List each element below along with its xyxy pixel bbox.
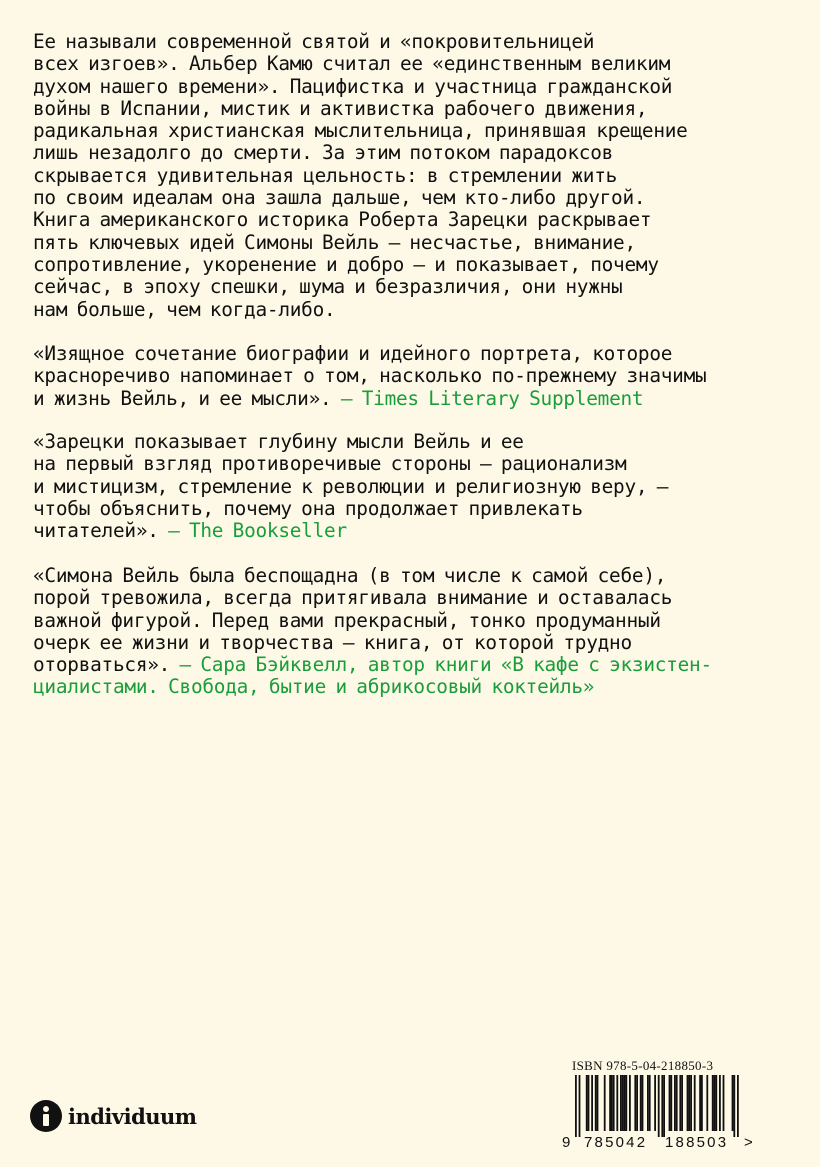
quote-attribution: — Сара Бэйквелл, автор книги «В кафе с экзистен- циалистами. Свобода, бытие и абрикосовый коктейль» xyxy=(33,653,712,699)
barcode-bar xyxy=(654,1075,656,1131)
isbn-barcode xyxy=(562,1058,762,1151)
barcode-bar xyxy=(714,1075,716,1131)
barcode-bar xyxy=(669,1075,671,1131)
barcode-digits-right: 188503 xyxy=(665,1134,729,1151)
barcode-bar xyxy=(690,1075,692,1131)
barcode-bar xyxy=(737,1075,739,1137)
annotation-blurb: Ее называли современной святой и «покровительницей всех изгоев». Альбер Камю считал ее «единственным великим духом нашего времени». Пацифистка и участница гражданской войны в Испании, мистик и активистка рабочего движения, радикальная христианская мыслительница, принявшая крещение лишь незадолго до смерти. За этим потоком парадоксов скрывается удивительная цельность: в стремлении жить по своим идеалам она зашла дальше, чем кто-либо другой. Книга американского историка Роберта Зарецки раскрывает пять ключевых идей Симоны Вейль — несчастье, внимание, сопротивление, укоренение и добро — и показывает, почему сейчас, в эпоху спешки, шума и безразличия, они нужны нам больше, чем когда-либо. xyxy=(33,30,688,321)
barcode-bar xyxy=(647,1075,649,1131)
barcode-bar xyxy=(733,1075,735,1137)
barcode-digit-first: 9 xyxy=(562,1134,571,1151)
barcode-bar xyxy=(681,1075,683,1131)
isbn-label: ISBN 978-5-04-218850-3 xyxy=(572,1058,714,1073)
publisher-logo xyxy=(30,1100,197,1132)
barcode-digits-left: 785042 xyxy=(584,1134,648,1151)
barcode-bar xyxy=(625,1075,627,1131)
barcode-bar xyxy=(595,1075,597,1131)
barcode-bar xyxy=(620,1075,622,1131)
barcode-bar xyxy=(642,1075,644,1131)
barcode-bar xyxy=(715,1075,717,1131)
quote-text: «Симона Вейль была беспощадна (в том числе к самой себе), порой тревожила, всегда притягивала внимание и оставалась важной фигурой. Перед вами прекрасный, тонко продуманный очерк ее жизни и творчества — книга, от которой трудно оторваться». xyxy=(33,564,673,677)
barcode-bar xyxy=(609,1075,611,1131)
barcode-bar xyxy=(636,1075,638,1131)
barcode-bar xyxy=(687,1075,689,1131)
barcode-bar xyxy=(604,1075,606,1131)
barcode-bar xyxy=(613,1075,615,1131)
barcode-bar xyxy=(706,1075,708,1131)
barcode-bar xyxy=(640,1075,642,1131)
publisher-name: individuum xyxy=(68,1103,197,1129)
barcode-bar xyxy=(575,1075,577,1137)
barcode-bar xyxy=(634,1075,636,1131)
barcode-bar xyxy=(679,1075,681,1131)
barcode-quiet-mark: > xyxy=(744,1134,753,1151)
barcode-bar xyxy=(658,1075,660,1137)
barcode-bar xyxy=(699,1075,701,1131)
barcode-bar xyxy=(597,1075,599,1131)
review-quote-tls xyxy=(33,343,803,410)
quote-attribution: — Times Literary Supplement xyxy=(340,386,644,410)
barcode-bar xyxy=(616,1075,618,1131)
barcode-bar xyxy=(611,1075,613,1131)
review-quote-bookseller xyxy=(33,431,803,542)
barcode-bar xyxy=(622,1075,624,1131)
review-quote-bakewell xyxy=(33,565,803,699)
barcode-bar xyxy=(701,1075,703,1131)
barcode-bar xyxy=(661,1075,663,1137)
barcode-bar xyxy=(723,1075,725,1131)
barcode-bar xyxy=(629,1075,631,1131)
barcode-bar xyxy=(670,1075,672,1131)
barcode-bar xyxy=(674,1075,676,1131)
barcode-bar xyxy=(688,1075,690,1131)
barcode-bar xyxy=(624,1075,626,1131)
quote-text: «Изящное сочетание биографии и идейного портрета, которое красноречиво напоминает о том, насколько по-прежнему значимы и жизнь Вейль, и ее мысли». xyxy=(33,342,707,410)
barcode-bar xyxy=(586,1075,588,1131)
barcode-bar xyxy=(649,1075,651,1131)
quote-text: «Зарецки показывает глубину мысли Вейль и ее на первый взгляд противоречивые стороны — рационализм и мистицизм, стремление к революции и религиозную веру, — чтобы объяснить, почему она продолжает привлекать читателей». xyxy=(33,430,669,543)
barcode-bar xyxy=(694,1075,696,1131)
barcode-bars xyxy=(572,1075,754,1137)
barcode-bar xyxy=(579,1075,581,1137)
barcode-bar xyxy=(712,1075,714,1131)
barcode-bar xyxy=(676,1075,678,1131)
barcode-bar xyxy=(591,1075,593,1131)
quote-attribution: — The Bookseller xyxy=(168,519,347,543)
barcode-bar xyxy=(719,1075,721,1131)
info-i-icon xyxy=(30,1100,62,1132)
barcode-bar xyxy=(732,1075,734,1131)
barcode-bar xyxy=(588,1075,590,1131)
barcode-bar xyxy=(663,1075,665,1137)
